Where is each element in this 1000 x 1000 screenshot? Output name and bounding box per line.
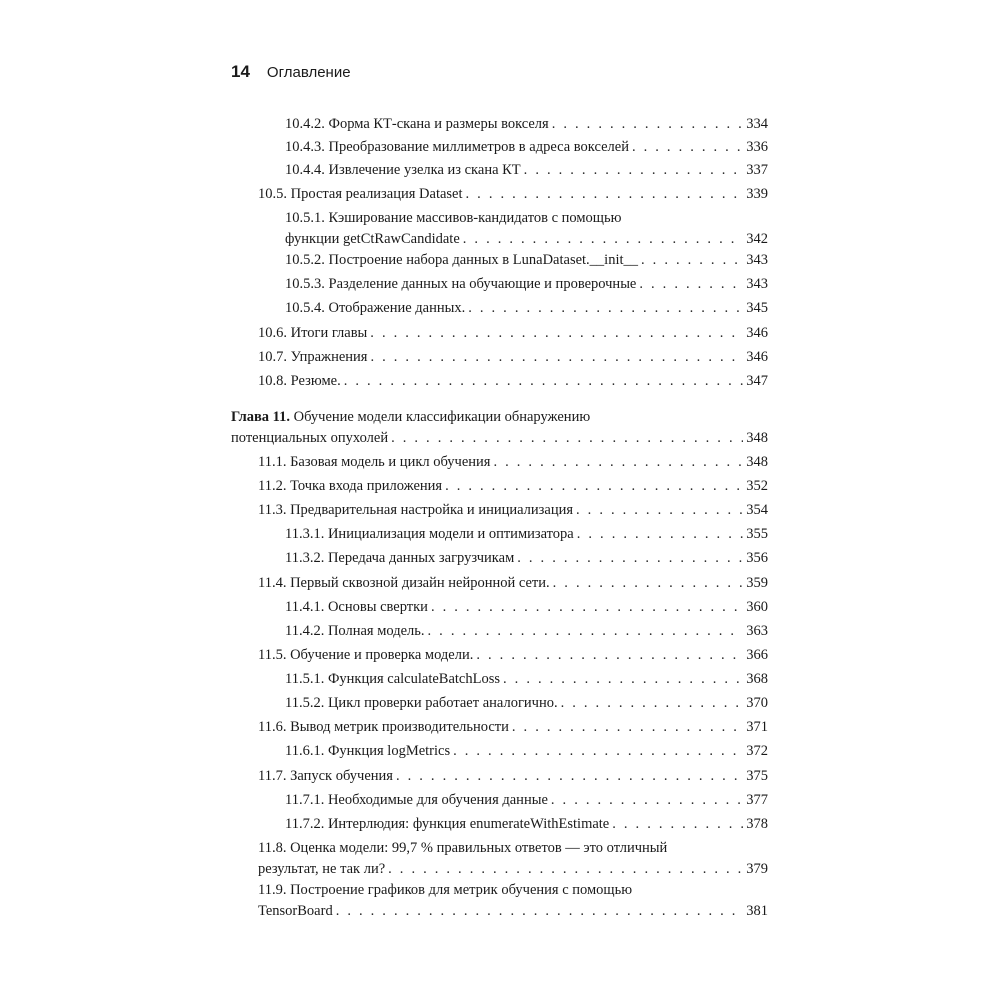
toc-entry-title: 11.3. Предварительная настройка и инициализация bbox=[258, 502, 574, 518]
leader-dots bbox=[431, 597, 743, 618]
leader-dots bbox=[476, 645, 743, 666]
leader-dots bbox=[336, 901, 744, 922]
leader-dots bbox=[468, 298, 743, 319]
toc-entry-title: 10.5.2. Построение набора данных в LunaDataset.__init__ bbox=[285, 252, 639, 268]
toc-entry bbox=[285, 208, 768, 250]
leader-dots bbox=[632, 137, 743, 158]
toc-entry-page: 368 bbox=[746, 671, 768, 687]
toc-entry bbox=[285, 160, 768, 181]
page-number: 14 bbox=[231, 62, 250, 81]
toc-entry-page: 366 bbox=[746, 647, 768, 663]
toc-chapter-entry bbox=[231, 407, 768, 449]
leader-dots bbox=[466, 184, 744, 205]
toc-entry-title: 11.3.2. Передача данных загрузчикам bbox=[285, 550, 515, 566]
toc-entry bbox=[258, 766, 768, 787]
toc-entry bbox=[258, 476, 768, 497]
leader-dots bbox=[576, 500, 743, 521]
toc-entry bbox=[258, 838, 768, 880]
toc-entry-title: 11.6. Вывод метрик производительности bbox=[258, 719, 509, 735]
toc-entry-title: 10.5.4. Отображение данных. bbox=[285, 300, 466, 316]
toc-entry-title-line: 11.9. Построение графиков для метрик обучения с помощью bbox=[258, 882, 633, 898]
toc-entry-title: 11.7.1. Необходимые для обучения данные bbox=[285, 792, 548, 808]
toc-entry-page: 348 bbox=[746, 454, 768, 470]
leader-dots bbox=[641, 250, 743, 271]
toc-entry-title: 11.5. Обучение и проверка модели. bbox=[258, 647, 474, 663]
toc-entry bbox=[285, 114, 768, 135]
toc-entry bbox=[285, 524, 768, 545]
leader-dots bbox=[577, 524, 744, 545]
leader-dots bbox=[517, 548, 743, 569]
toc-entry-page: 336 bbox=[746, 139, 768, 155]
toc-entry-page: 360 bbox=[746, 599, 768, 615]
toc-entry bbox=[258, 500, 768, 521]
toc-entry-title: 10.6. Итоги главы bbox=[258, 325, 368, 341]
toc-entry-page: 343 bbox=[746, 252, 768, 268]
leader-dots bbox=[524, 160, 744, 181]
toc-entry bbox=[285, 669, 768, 690]
toc-entry-title: 11.3.1. Инициализация модели и оптимизатора bbox=[285, 526, 574, 542]
toc-entry-page: 381 bbox=[746, 903, 768, 919]
leader-dots bbox=[428, 621, 744, 642]
toc-entry bbox=[285, 693, 768, 714]
toc-entry-title: 11.7. Запуск обучения bbox=[258, 768, 393, 784]
toc-entry-title: результат, не так ли? bbox=[258, 861, 386, 877]
toc-entry bbox=[285, 741, 768, 762]
toc-entry-title: 11.1. Базовая модель и цикл обучения bbox=[258, 454, 491, 470]
toc-entry bbox=[285, 814, 768, 835]
toc-entry-title-line: 10.5.1. Кэширование массивов-кандидатов с помощью bbox=[285, 210, 622, 226]
toc-entry bbox=[258, 323, 768, 344]
toc-entry-title-line: 11.8. Оценка модели: 99,7 % правильных ответов — это отличный bbox=[258, 840, 668, 856]
toc-entry-title: 10.4.4. Извлечение узелка из скана КТ bbox=[285, 162, 521, 178]
leader-dots bbox=[551, 790, 743, 811]
leader-dots bbox=[561, 693, 744, 714]
leader-dots bbox=[553, 573, 744, 594]
toc-entry-title: 10.8. Резюме. bbox=[258, 373, 341, 389]
toc-entry-title: функции getCtRawCandidate bbox=[285, 231, 460, 247]
toc-entry-page: 342 bbox=[746, 231, 768, 247]
running-head: Оглавление bbox=[266, 64, 351, 81]
toc-entry-title: 11.4.1. Основы свертки bbox=[285, 599, 428, 615]
toc-entry bbox=[258, 452, 768, 473]
toc-entry-title: 10.7. Упражнения bbox=[258, 349, 368, 365]
chapter-label: Глава 11. bbox=[231, 409, 291, 425]
toc-entry-page: 378 bbox=[746, 816, 768, 832]
toc-entry-title: 11.4.2. Полная модель. bbox=[285, 623, 425, 639]
toc-entry-page: 352 bbox=[746, 478, 768, 494]
toc-entry-page: 348 bbox=[746, 430, 768, 446]
leader-dots bbox=[463, 229, 743, 250]
toc-entry-page: 363 bbox=[746, 623, 768, 639]
toc-entry-page: 371 bbox=[746, 719, 768, 735]
leader-dots bbox=[344, 371, 744, 392]
toc-entry-page: 375 bbox=[746, 768, 768, 784]
toc-entry-page: 339 bbox=[746, 186, 768, 202]
toc-entry bbox=[285, 274, 768, 295]
leader-dots bbox=[370, 347, 743, 368]
leader-dots bbox=[552, 114, 744, 135]
toc-entry-page: 359 bbox=[746, 575, 768, 591]
toc-entry bbox=[285, 790, 768, 811]
toc-entry-page: 337 bbox=[746, 162, 768, 178]
toc-entry bbox=[258, 717, 768, 738]
toc-entry-page: 334 bbox=[746, 116, 768, 132]
leader-dots bbox=[445, 476, 743, 497]
toc-entry bbox=[258, 371, 768, 392]
leader-dots bbox=[503, 669, 743, 690]
toc-entry-title: 11.6.1. Функция logMetrics bbox=[285, 743, 451, 759]
leader-dots bbox=[370, 323, 743, 344]
toc-entry bbox=[285, 137, 768, 158]
toc-entry-page: 379 bbox=[746, 861, 768, 877]
toc-entry-title: 11.5.2. Цикл проверки работает аналогично. bbox=[285, 695, 558, 711]
toc-entry-page: 370 bbox=[746, 695, 768, 711]
toc-entry-title: TensorBoard bbox=[258, 903, 333, 919]
leader-dots bbox=[639, 274, 743, 295]
toc-entry-title: потенциальных опухолей bbox=[231, 430, 389, 446]
leader-dots bbox=[612, 814, 743, 835]
toc-entry-title: 10.4.2. Форма КТ-скана и размеры вокселя bbox=[285, 116, 549, 132]
leader-dots bbox=[388, 859, 743, 880]
toc-entry-page: 356 bbox=[746, 550, 768, 566]
toc-entry-page: 377 bbox=[746, 792, 768, 808]
toc-entry bbox=[258, 645, 768, 666]
toc-entry-page: 372 bbox=[746, 743, 768, 759]
toc-entry-page: 355 bbox=[746, 526, 768, 542]
toc-entry-title: 10.5. Простая реализация Dataset bbox=[258, 186, 463, 202]
leader-dots bbox=[453, 741, 743, 762]
toc-entry bbox=[285, 621, 768, 642]
toc-entry-page: 346 bbox=[746, 349, 768, 365]
chapter-title-line: Обучение модели классификации обнаружению bbox=[290, 409, 591, 425]
toc-entry-title: 11.4. Первый сквозной дизайн нейронной сети. bbox=[258, 575, 550, 591]
page-header bbox=[231, 62, 351, 88]
toc-entry bbox=[258, 880, 768, 922]
toc-entry-page: 347 bbox=[746, 373, 768, 389]
toc-entry-title: 11.7.2. Интерлюдия: функция enumerateWithEstimate bbox=[285, 816, 610, 832]
toc-entry-title: 10.4.3. Преобразование миллиметров в адреса вокселей bbox=[285, 139, 629, 155]
toc-entry-page: 343 bbox=[746, 276, 768, 292]
toc-entry bbox=[285, 298, 768, 319]
toc-entry bbox=[258, 347, 768, 368]
toc-entry-title: 11.2. Точка входа приложения bbox=[258, 478, 443, 494]
toc-entry-title: 10.5.3. Разделение данных на обучающие и проверочные bbox=[285, 276, 637, 292]
toc-entry-title: 11.5.1. Функция calculateBatchLoss bbox=[285, 671, 501, 687]
leader-dots bbox=[512, 717, 743, 738]
leader-dots bbox=[391, 428, 743, 449]
toc-entry-page: 345 bbox=[746, 300, 768, 316]
toc-entry bbox=[258, 573, 768, 594]
toc-entry-page: 354 bbox=[746, 502, 768, 518]
leader-dots bbox=[396, 766, 743, 787]
toc-entry bbox=[285, 548, 768, 569]
toc-entry bbox=[285, 250, 768, 271]
toc-entry-page: 346 bbox=[746, 325, 768, 341]
toc-entry bbox=[258, 184, 768, 205]
leader-dots bbox=[493, 452, 743, 473]
toc-entry bbox=[285, 597, 768, 618]
